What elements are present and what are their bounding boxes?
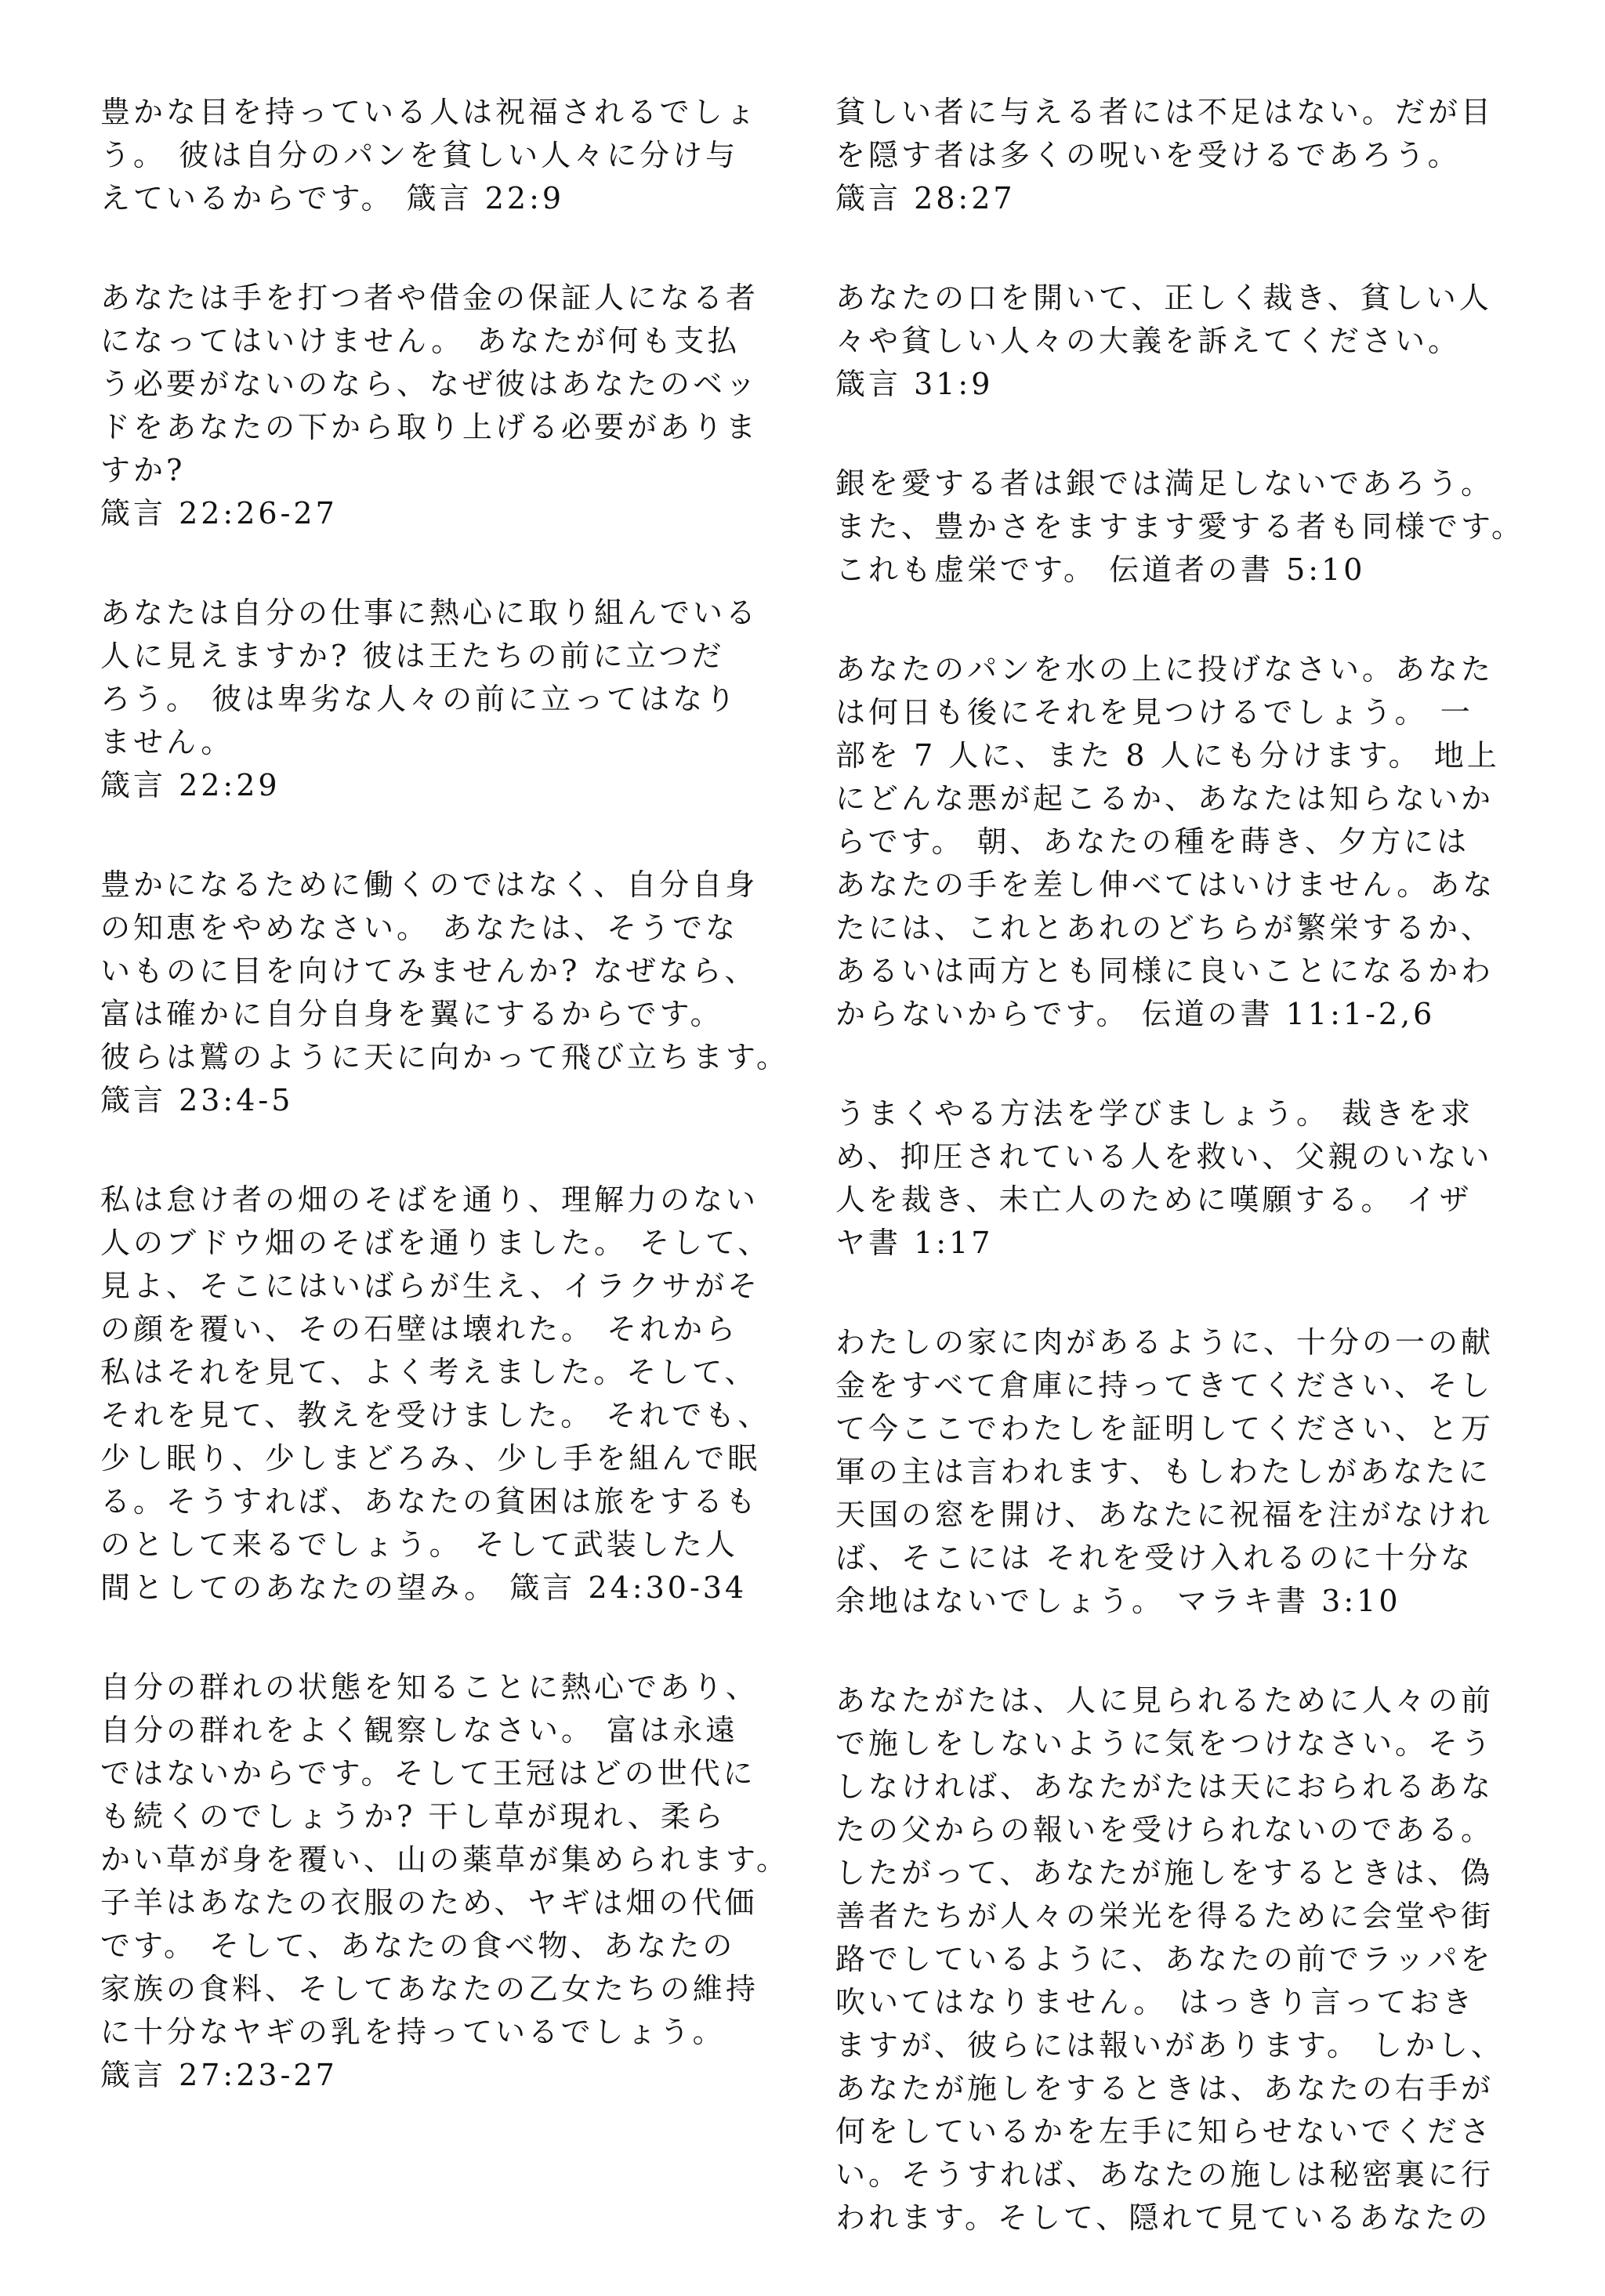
passage-line: あなたの手を差し伸べてはいけません。あな (835, 867, 1496, 902)
passage-line: あなたは手を打つ者や借金の保証人になる者 (100, 281, 759, 315)
passage-line: わたしの家に肉があるように、十分の一の献 (835, 1325, 1494, 1360)
passage-line: しなければ、あなたがたは天におられるあな (835, 1769, 1494, 1804)
scripture-passage (100, 864, 806, 1122)
right-column (835, 91, 1541, 2296)
passage-line: すか? (100, 453, 186, 487)
scripture-passage (835, 1679, 1541, 2240)
scripture-passage (835, 91, 1541, 220)
passage-line: 子羊はあなたの衣服のため、ヤギは畑の代価 (100, 1885, 758, 1920)
passage-line: 部を 7 人に、また 8 人にも分けます。 地上 (835, 738, 1500, 773)
passage-line: にどんな悪が起こるか、あなたは知らないか (835, 781, 1494, 816)
passage-line: う。 彼は自分のパンを貧しい人々に分け与 (100, 138, 739, 172)
passage-line: 間としてのあなたの望み。 箴言 24:30-34 (100, 1570, 748, 1605)
passage-line: 豊かになるために働くのではなく、自分自身 (100, 867, 759, 902)
passage-line: になってはいけません。 あなたが何も支払 (100, 324, 741, 358)
passage-line: あなたが施しをするときは、あなたの右手が (835, 2071, 1494, 2106)
passage-line: 善者たちが人々の栄光を得るために会堂や街 (835, 1899, 1494, 1933)
scripture-passage (835, 1321, 1541, 1623)
passage-line: 軍の主は言われます、もしわたしがあなたに (835, 1454, 1491, 1489)
passage-line: あなたの口を開いて、正しく裁き、貧しい人 (835, 281, 1492, 315)
passage-line: したがって、あなたが施しをするときは、偽 (835, 1856, 1494, 1890)
passage-line: の知恵をやめなさい。 あなたは、そうでな (100, 911, 739, 945)
passage-line: 彼らは鷲のように天に向かって飛び立ちます。 (100, 1040, 789, 1074)
passage-line: からないからです。 伝道の書 11:1-2,6 (835, 997, 1436, 1031)
passage-line: で施しをしないように気をつけなさい。そう (835, 1726, 1494, 1761)
scripture-passage (100, 277, 806, 535)
passage-line: らです。 朝、あなたの種を蒔き、夕方には (835, 824, 1470, 859)
passage-line: 自分の群れをよく観察しなさい。 富は永遠 (100, 1713, 739, 1747)
passage-line: ドをあなたの下から取り上げる必要がありま (100, 410, 759, 444)
passage-line: の顔を覆い、その石壁は壊れた。 それから (100, 1312, 739, 1346)
passage-line: は何日も後にそれを見つけるでしょう。 一 (835, 695, 1473, 730)
passage-line: 富は確かに自分自身を翼にするからです。 (100, 997, 723, 1031)
scripture-passage (835, 1092, 1541, 1265)
passage-line: ば、そこには それを受け入れるのに十分な (835, 1541, 1474, 1575)
passage-line: あなたは自分の仕事に熱心に取り組んでいる (100, 596, 759, 630)
passage-line: 路でしているように、あなたの前でラッパを (835, 1942, 1494, 1976)
passage-line: う必要がないのなら、なぜ彼はあなたのベッ (100, 367, 759, 401)
scripture-passage (100, 91, 806, 220)
passage-line: 私はそれを見て、よく考えました。そして、 (100, 1355, 758, 1389)
scripture-passage (835, 462, 1541, 592)
scripture-passage (100, 592, 806, 807)
passage-line: また、豊かさをますます愛する者も同様です。 (835, 509, 1524, 544)
passage-line: かい草が身を覆い、山の薬草が集められます。 (100, 1842, 789, 1877)
passage-line: 箴言 22:26-27 (100, 496, 338, 531)
passage-line: 箴言 31:9 (835, 367, 994, 401)
passage-line: ません。 (100, 725, 234, 759)
passage-line: いものに目を向けてみませんか? なぜなら、 (100, 954, 758, 988)
passage-line: 金をすべて倉庫に持ってきてください、そし (835, 1368, 1494, 1403)
passage-line: い。そうすれば、あなたの施しは秘密裏に行 (835, 2157, 1494, 2192)
scripture-passage (835, 277, 1541, 406)
passage-line: えているからです。 箴言 22:9 (100, 181, 565, 215)
passage-line: 人のブドウ畑のそばを通りました。 そして、 (100, 1226, 771, 1260)
passage-line: これも虚栄です。 伝道者の書 5:10 (835, 552, 1366, 587)
passage-line: 余地はないでしょう。 マラキ書 3:10 (835, 1584, 1401, 1618)
passage-line: 箴言 27:23-27 (100, 2058, 338, 2092)
passage-line: て今ここでわたしを証明してください、と万 (835, 1411, 1494, 1446)
passage-line: 自分の群れの状態を知ることに熱心であり、 (100, 1670, 759, 1704)
passage-line: 箴言 22:29 (100, 768, 281, 802)
passage-line: 吹いてはなりません。 はっきり言っておき (835, 1985, 1476, 2019)
passage-line: ろう。 彼は卑劣な人々の前に立ってはなり (100, 682, 739, 716)
left-column (100, 91, 806, 2153)
passage-line: 貧しい者に与える者には不足はない。だが目 (835, 95, 1494, 129)
passage-line: 少し眠り、少しまどろみ、少し手を組んで眠 (100, 1441, 761, 1476)
passage-line: うまくやる方法を学びましょう。 裁きを求 (835, 1096, 1474, 1131)
passage-line: 私は怠け者の畑のそばを通り、理解力のない (100, 1182, 759, 1217)
passage-line: ますが、彼らには報いがあります。 しかし、 (835, 2028, 1505, 2062)
passage-line: 箴言 28:27 (835, 181, 1016, 215)
passage-line: 々や貧しい人々の大義を訴えてください。 (835, 324, 1462, 358)
passage-line: われます。そして、隠れて見ているあなたの (835, 2200, 1491, 2235)
passage-line: も続くのでしょうか? 干し草が現れ、柔ら (100, 1799, 726, 1834)
passage-line: 銀を愛する者は銀では満足しないであろう。 (835, 466, 1494, 501)
passage-line: 人に見えますか? 彼は王たちの前に立つだ (100, 639, 725, 673)
passage-line: ではないからです。そして王冠はどの世代に (100, 1756, 756, 1791)
passage-line: あるいは両方とも同様に良いことになるかわ (835, 954, 1494, 988)
passage-line: たの父からの報いを受けられないのである。 (835, 1813, 1494, 1847)
passage-line: 天国の窓を開け、あなたに祝福を注がなけれ (835, 1497, 1493, 1532)
passage-line: たには、これとあれのどちらが繁栄するか、 (835, 911, 1494, 945)
passage-line: る。そうすれば、あなたの貧困は旅をするも (100, 1484, 759, 1519)
passage-line: ヤ書 1:17 (835, 1226, 994, 1260)
passage-line: 家族の食料、そしてあなたの乙女たちの維持 (100, 1972, 759, 2006)
passage-line: のとして来るでしょう。 そして武装した人 (100, 1527, 738, 1562)
passage-line: 人を裁き、未亡人のために嘆願する。 イザ (835, 1182, 1473, 1217)
passage-line: 箴言 23:4-5 (100, 1083, 294, 1117)
passage-line: 何をしているかを左手に知らせないでくださ (835, 2114, 1493, 2149)
passage-line: を隠す者は多くの呪いを受けるであろう。 (835, 138, 1461, 172)
scripture-passage (835, 648, 1541, 1036)
passage-line: め、抑圧されている人を救い、父親のいない (835, 1139, 1493, 1174)
passage-line: 豊かな目を持っている人は祝福されるでしょ (100, 95, 759, 129)
passage-line: です。 そして、あなたの食べ物、あなたの (100, 1928, 736, 1963)
passage-line: 見よ、そこにはいばらが生え、イラクサがそ (100, 1269, 761, 1303)
scripture-passage (100, 1666, 806, 2097)
passage-line: それを見て、教えを受けました。 それでも、 (100, 1398, 771, 1432)
scripture-passage (100, 1179, 806, 1610)
passage-line: に十分なヤギの乳を持っているでしょう。 (100, 2015, 726, 2049)
passage-line: あなたがたは、人に見られるために人々の前 (835, 1683, 1494, 1718)
passage-line: あなたのパンを水の上に投げなさい。あなた (835, 652, 1494, 686)
